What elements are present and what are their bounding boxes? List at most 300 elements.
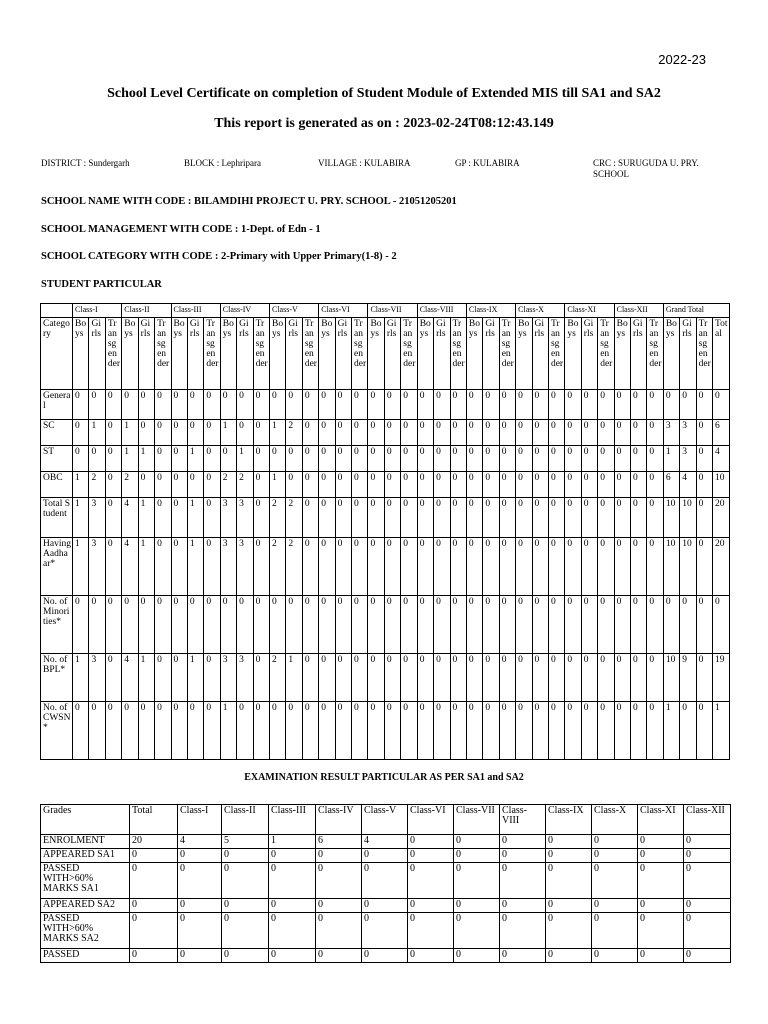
- school-category: SCHOOL CATEGORY WITH CODE : 2-Primary with Upper Primary(1-8) - 2: [41, 251, 397, 262]
- table-cell: 0: [483, 472, 499, 498]
- table-cell: 0: [302, 420, 318, 446]
- table-cell: 0: [614, 390, 630, 420]
- table-cell: 0: [319, 498, 335, 538]
- school-name: SCHOOL NAME WITH CODE : BILAMDIHI PROJECT U. PRY. SCHOOL - 21051205201: [41, 196, 457, 207]
- class-header: Class-I: [73, 304, 122, 318]
- table-cell: 0: [178, 949, 222, 963]
- table-cell: 0: [647, 498, 663, 538]
- table-cell: 0: [401, 498, 417, 538]
- table-cell: 0: [434, 498, 450, 538]
- exam-header-cell: Class-XII: [684, 805, 731, 835]
- gender-header: Girls: [631, 318, 647, 390]
- table-cell: 0: [204, 390, 220, 420]
- exam-header-cell: Class-XI: [638, 805, 684, 835]
- table-cell: 0: [499, 446, 515, 472]
- gender-header: Girls: [384, 318, 400, 390]
- gender-header: Girls: [532, 318, 548, 390]
- table-cell: 0: [237, 420, 253, 446]
- table-cell: 0: [89, 596, 105, 654]
- table-cell: 1: [663, 446, 679, 472]
- table-cell: 0: [368, 654, 384, 702]
- table-cell: 0: [696, 538, 712, 596]
- table-cell: 0: [647, 390, 663, 420]
- table-cell: 0: [631, 702, 647, 760]
- table-cell: 6: [713, 420, 730, 446]
- row-label: No. of BPL*: [41, 654, 73, 702]
- table-cell: 0: [466, 390, 482, 420]
- table-cell: 0: [450, 654, 466, 702]
- table-cell: 0: [352, 702, 368, 760]
- table-cell: 0: [237, 390, 253, 420]
- table-cell: 0: [352, 420, 368, 446]
- table-cell: 0: [680, 390, 696, 420]
- table-cell: 0: [237, 596, 253, 654]
- gender-header: Girls: [237, 318, 253, 390]
- table-cell: 3: [220, 538, 236, 596]
- table-cell: 0: [696, 390, 712, 420]
- table-row: [41, 835, 731, 849]
- table-cell: 0: [408, 913, 454, 949]
- table-cell: 0: [565, 472, 581, 498]
- exam-header-cell: Grades: [41, 805, 130, 835]
- student-particular-table: [40, 303, 730, 760]
- table-cell: 0: [89, 390, 105, 420]
- table-cell: 0: [253, 538, 269, 596]
- table-cell: 3: [680, 446, 696, 472]
- table-cell: 0: [302, 538, 318, 596]
- gender-header: Transgender: [105, 318, 121, 390]
- table-cell: 0: [171, 654, 187, 702]
- table-cell: 0: [454, 899, 500, 913]
- row-label: Total Student: [41, 498, 73, 538]
- table-cell: 0: [581, 538, 597, 596]
- gender-header: Girls: [434, 318, 450, 390]
- table-cell: 1: [89, 420, 105, 446]
- table-cell: 0: [434, 472, 450, 498]
- table-cell: 0: [684, 913, 731, 949]
- table-cell: 0: [696, 420, 712, 446]
- crc-field: CRC : SURUGUDA U. PRY. SCHOOL: [593, 158, 699, 179]
- table-cell: 10: [713, 472, 730, 498]
- table-cell: 0: [483, 702, 499, 760]
- table-cell: 0: [368, 390, 384, 420]
- table-cell: 0: [352, 654, 368, 702]
- table-cell: 0: [171, 390, 187, 420]
- exam-header-cell: Class-I: [178, 805, 222, 835]
- table-cell: 0: [592, 913, 638, 949]
- table-cell: 0: [684, 899, 731, 913]
- table-cell: 0: [598, 654, 614, 702]
- table-row: [41, 863, 731, 899]
- table-cell: 0: [638, 899, 684, 913]
- table-cell: 0: [663, 596, 679, 654]
- table-cell: 0: [638, 835, 684, 849]
- table-cell: 0: [581, 472, 597, 498]
- class-header: Class-XII: [614, 304, 663, 318]
- category-header: Category: [41, 318, 73, 390]
- table-cell: 0: [352, 538, 368, 596]
- table-cell: 0: [253, 390, 269, 420]
- table-cell: 0: [663, 390, 679, 420]
- table-cell: 4: [713, 446, 730, 472]
- table-cell: 0: [647, 472, 663, 498]
- table-cell: 0: [483, 498, 499, 538]
- table-cell: 2: [286, 498, 302, 538]
- table-cell: 0: [138, 472, 154, 498]
- table-cell: 1: [663, 702, 679, 760]
- table-cell: 3: [220, 654, 236, 702]
- table-cell: 0: [631, 446, 647, 472]
- gender-header: Boys: [368, 318, 384, 390]
- table-cell: 0: [647, 654, 663, 702]
- gender-header: Boys: [73, 318, 89, 390]
- table-cell: 0: [499, 390, 515, 420]
- certificate-title: School Level Certificate on completion of Student Module of Extended MIS till SA1 and SA2: [107, 86, 661, 101]
- table-cell: 0: [581, 390, 597, 420]
- table-cell: 0: [384, 420, 400, 446]
- table-cell: 0: [302, 702, 318, 760]
- table-cell: 0: [450, 596, 466, 654]
- table-cell: 10: [680, 498, 696, 538]
- table-cell: 0: [499, 420, 515, 446]
- gender-header: Boys: [614, 318, 630, 390]
- table-cell: 0: [598, 446, 614, 472]
- table-cell: 0: [592, 949, 638, 963]
- table-cell: 0: [417, 596, 433, 654]
- table-cell: 0: [696, 472, 712, 498]
- table-cell: 0: [500, 849, 546, 863]
- table-cell: 0: [434, 390, 450, 420]
- table-cell: 3: [237, 654, 253, 702]
- table-cell: 0: [384, 538, 400, 596]
- gender-header: Transgender: [204, 318, 220, 390]
- gender-header: Boys: [171, 318, 187, 390]
- table-cell: 0: [73, 596, 89, 654]
- table-cell: 0: [316, 849, 362, 863]
- table-cell: 1: [270, 472, 286, 498]
- table-cell: 0: [638, 863, 684, 899]
- gender-header: Girls: [138, 318, 154, 390]
- table-cell: 20: [130, 835, 178, 849]
- table-cell: 0: [155, 472, 171, 498]
- gender-header: Girls: [483, 318, 499, 390]
- exam-header-cell: Class-III: [269, 805, 316, 835]
- row-label: ENROLMENT: [41, 835, 130, 849]
- table-cell: 0: [319, 596, 335, 654]
- table-cell: 0: [454, 949, 500, 963]
- table-cell: 0: [401, 654, 417, 702]
- table-cell: 0: [130, 913, 178, 949]
- table-cell: 0: [548, 654, 564, 702]
- table-cell: 0: [647, 596, 663, 654]
- table-cell: 0: [546, 863, 592, 899]
- table-cell: 0: [171, 538, 187, 596]
- table-cell: 0: [368, 472, 384, 498]
- table-cell: 0: [499, 702, 515, 760]
- table-cell: 0: [565, 538, 581, 596]
- table-cell: 0: [466, 446, 482, 472]
- table-cell: 0: [598, 420, 614, 446]
- table-cell: 0: [434, 654, 450, 702]
- table-cell: 0: [500, 913, 546, 949]
- table-cell: 0: [171, 472, 187, 498]
- table-cell: 0: [450, 390, 466, 420]
- table-cell: 2: [220, 472, 236, 498]
- table-cell: 0: [270, 446, 286, 472]
- class-header: Class-V: [270, 304, 319, 318]
- table-cell: 0: [450, 472, 466, 498]
- table-cell: 9: [680, 654, 696, 702]
- table-cell: 0: [647, 702, 663, 760]
- table-cell: 0: [483, 446, 499, 472]
- table-cell: 4: [122, 498, 138, 538]
- table-cell: 6: [316, 835, 362, 849]
- table-row: [41, 472, 730, 498]
- table-cell: 0: [516, 390, 532, 420]
- table-cell: 0: [138, 390, 154, 420]
- table-cell: 0: [384, 596, 400, 654]
- table-cell: 0: [631, 498, 647, 538]
- class-header: Class-VIII: [417, 304, 466, 318]
- table-cell: 0: [500, 899, 546, 913]
- table-cell: 0: [696, 654, 712, 702]
- table-cell: 10: [680, 538, 696, 596]
- table-cell: 4: [680, 472, 696, 498]
- gender-header: Girls: [335, 318, 351, 390]
- gender-header: Boys: [319, 318, 335, 390]
- gender-header: Boys: [270, 318, 286, 390]
- table-cell: 0: [204, 446, 220, 472]
- table-cell: 0: [598, 596, 614, 654]
- exam-result-table: [40, 804, 731, 963]
- table-cell: 0: [155, 538, 171, 596]
- table-cell: 0: [631, 654, 647, 702]
- table-cell: 0: [122, 390, 138, 420]
- table-cell: 0: [253, 420, 269, 446]
- district-field: DISTRICT : Sundergarh: [41, 158, 130, 168]
- table-cell: 0: [548, 596, 564, 654]
- table-cell: 0: [130, 899, 178, 913]
- table-cell: 0: [466, 702, 482, 760]
- exam-header-cell: Class-II: [222, 805, 269, 835]
- table-cell: 0: [352, 390, 368, 420]
- table-cell: 0: [696, 446, 712, 472]
- table-cell: 0: [598, 390, 614, 420]
- exam-header-cell: Class-IV: [316, 805, 362, 835]
- gender-header: Boys: [220, 318, 236, 390]
- table-cell: 0: [335, 390, 351, 420]
- row-label: PASSED WITH>60% MARKS SA1: [41, 863, 130, 899]
- class-header: Class-XI: [565, 304, 614, 318]
- table-cell: 1: [286, 654, 302, 702]
- table-cell: 0: [614, 472, 630, 498]
- gender-header: Transgender: [253, 318, 269, 390]
- gender-header: Transgender: [352, 318, 368, 390]
- table-cell: 4: [178, 835, 222, 849]
- table-cell: 0: [368, 702, 384, 760]
- table-cell: 10: [663, 498, 679, 538]
- table-cell: 0: [204, 420, 220, 446]
- table-cell: 1: [122, 420, 138, 446]
- table-cell: 3: [663, 420, 679, 446]
- table-cell: 0: [368, 498, 384, 538]
- table-cell: 0: [450, 446, 466, 472]
- table-cell: 0: [222, 949, 269, 963]
- table-cell: 0: [222, 913, 269, 949]
- table-cell: 0: [269, 849, 316, 863]
- table-cell: 0: [269, 913, 316, 949]
- table-cell: 0: [499, 538, 515, 596]
- table-cell: 0: [105, 446, 121, 472]
- table-cell: 0: [171, 702, 187, 760]
- table-cell: 0: [302, 390, 318, 420]
- table-cell: 0: [204, 472, 220, 498]
- table-cell: 0: [130, 863, 178, 899]
- table-cell: 0: [434, 446, 450, 472]
- table-cell: 3: [89, 538, 105, 596]
- table-cell: 0: [434, 420, 450, 446]
- table-cell: 0: [592, 863, 638, 899]
- exam-result-heading: EXAMINATION RESULT PARTICULAR AS PER SA1 and SA2: [244, 772, 524, 783]
- table-row: [41, 498, 730, 538]
- table-row: [41, 849, 731, 863]
- table-cell: 0: [565, 420, 581, 446]
- table-cell: 0: [614, 654, 630, 702]
- table-cell: 0: [417, 654, 433, 702]
- table-cell: 0: [138, 420, 154, 446]
- table-cell: 0: [532, 596, 548, 654]
- table-cell: 0: [253, 654, 269, 702]
- table-cell: 0: [253, 472, 269, 498]
- table-cell: 0: [565, 596, 581, 654]
- gender-header: Transgender: [647, 318, 663, 390]
- table-cell: 0: [408, 849, 454, 863]
- gender-header: Transgender: [155, 318, 171, 390]
- table-cell: 1: [270, 420, 286, 446]
- gender-header: Girls: [680, 318, 696, 390]
- table-cell: 0: [316, 949, 362, 963]
- table-cell: 0: [434, 538, 450, 596]
- table-cell: 0: [130, 949, 178, 963]
- table-cell: 0: [155, 498, 171, 538]
- table-cell: 1: [187, 538, 203, 596]
- table-cell: 1: [220, 702, 236, 760]
- table-cell: 0: [417, 702, 433, 760]
- table-cell: 3: [89, 498, 105, 538]
- table-cell: 0: [454, 863, 500, 899]
- table-cell: 0: [335, 446, 351, 472]
- table-cell: 0: [548, 538, 564, 596]
- table-cell: 0: [138, 702, 154, 760]
- table-cell: 0: [483, 420, 499, 446]
- table-cell: 0: [362, 849, 408, 863]
- gp-field: GP : KULABIRA: [455, 158, 520, 168]
- table-cell: 0: [384, 498, 400, 538]
- table-cell: 0: [178, 849, 222, 863]
- table-cell: 10: [663, 538, 679, 596]
- table-cell: 0: [204, 596, 220, 654]
- table-cell: 0: [302, 596, 318, 654]
- table-cell: 0: [178, 863, 222, 899]
- table-cell: 0: [598, 702, 614, 760]
- table-cell: 0: [222, 863, 269, 899]
- exam-header-cell: Class-VI: [408, 805, 454, 835]
- table-cell: 1: [187, 654, 203, 702]
- table-cell: 0: [171, 420, 187, 446]
- table-cell: 0: [483, 390, 499, 420]
- table-cell: 1: [122, 446, 138, 472]
- table-cell: 0: [105, 538, 121, 596]
- table-cell: 0: [253, 498, 269, 538]
- table-cell: 2: [237, 472, 253, 498]
- row-label: APPEARED SA1: [41, 849, 130, 863]
- gender-header: Boys: [417, 318, 433, 390]
- gender-header: Transgender: [401, 318, 417, 390]
- table-cell: 0: [335, 596, 351, 654]
- table-row: [41, 538, 730, 596]
- table-cell: 2: [270, 538, 286, 596]
- table-cell: 0: [696, 498, 712, 538]
- table-cell: 0: [302, 472, 318, 498]
- table-cell: 0: [483, 538, 499, 596]
- table-cell: 0: [638, 849, 684, 863]
- table-cell: 0: [614, 420, 630, 446]
- table-cell: 0: [105, 420, 121, 446]
- gender-header: Boys: [122, 318, 138, 390]
- table-cell: 0: [204, 702, 220, 760]
- table-cell: 0: [581, 420, 597, 446]
- table-cell: 0: [269, 899, 316, 913]
- row-label: PASSED WITH>60% MARKS SA2: [41, 913, 130, 949]
- table-cell: 0: [417, 538, 433, 596]
- table-cell: 0: [335, 654, 351, 702]
- table-cell: 0: [516, 702, 532, 760]
- table-cell: 0: [270, 596, 286, 654]
- table-cell: 0: [352, 446, 368, 472]
- table-cell: 0: [178, 899, 222, 913]
- table-cell: 0: [204, 538, 220, 596]
- table-cell: 0: [565, 654, 581, 702]
- table-cell: 0: [362, 899, 408, 913]
- table-cell: 5: [222, 835, 269, 849]
- table-cell: 0: [565, 702, 581, 760]
- village-field: VILLAGE : KULABIRA: [318, 158, 411, 168]
- table-cell: 0: [362, 949, 408, 963]
- table-cell: 0: [352, 596, 368, 654]
- class-header: Class-X: [516, 304, 565, 318]
- table-cell: 1: [73, 472, 89, 498]
- table-cell: 0: [614, 538, 630, 596]
- table-cell: 0: [466, 654, 482, 702]
- table-cell: 0: [516, 538, 532, 596]
- table-row: [41, 420, 730, 446]
- table-cell: 0: [362, 913, 408, 949]
- table-cell: 0: [581, 702, 597, 760]
- row-label: ST: [41, 446, 73, 472]
- table-cell: 0: [516, 446, 532, 472]
- table-cell: 1: [138, 538, 154, 596]
- table-cell: 0: [187, 472, 203, 498]
- table-cell: 1: [73, 538, 89, 596]
- table-cell: 0: [631, 420, 647, 446]
- table-cell: 0: [565, 390, 581, 420]
- table-cell: 0: [592, 835, 638, 849]
- table-cell: 0: [500, 949, 546, 963]
- table-cell: 0: [105, 702, 121, 760]
- table-cell: 0: [483, 654, 499, 702]
- table-cell: 0: [499, 498, 515, 538]
- table-cell: 0: [368, 420, 384, 446]
